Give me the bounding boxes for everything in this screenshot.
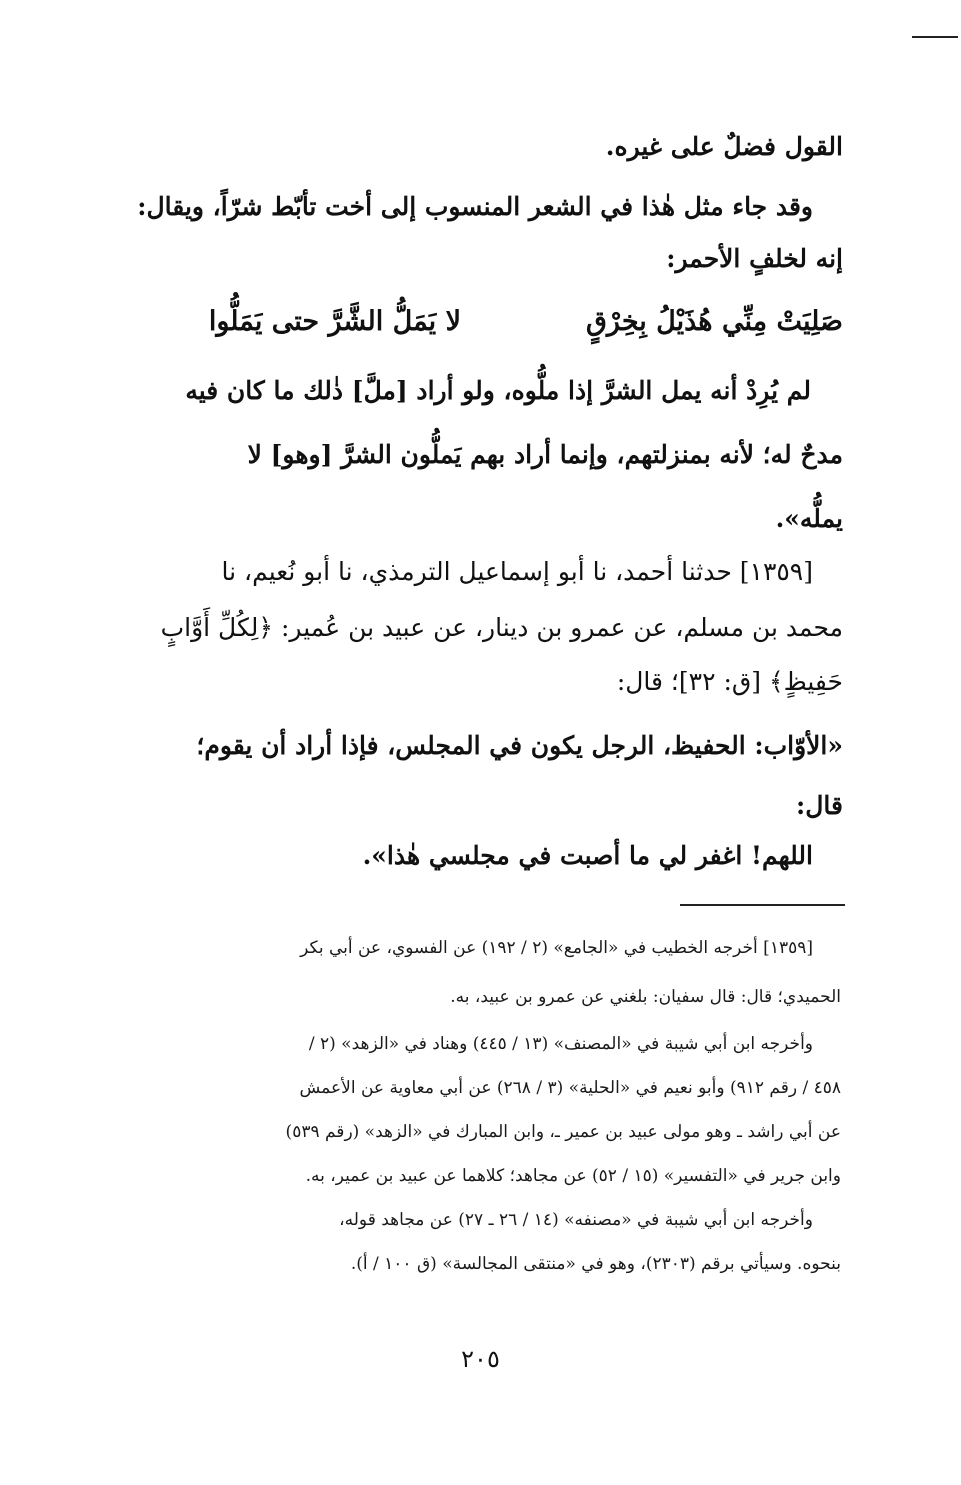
- body-line: يملُّه».: [775, 504, 843, 533]
- body-line: مدحٌ له؛ لأنه بمنزلتهم، وإنما أراد بهم يَملُّون الشرَّ [وهو] لا: [247, 440, 843, 469]
- footnote-separator: [680, 904, 845, 906]
- hadith-line: حَفِيظٍ﴾ [ق: ٣٢]؛ قال:: [616, 667, 843, 696]
- hadith-line: محمد بن مسلم، عن عمرو بن دينار، عن عبيد بن عُمير: ﴿لِكُلِّ أَوَّابٍ: [160, 613, 843, 642]
- footnote-line: وابن جرير في «التفسير» (١٥ / ٥٢) عن مجاهد؛ كلاهما عن عبيد بن عمير، به.: [305, 1166, 841, 1186]
- footnote-line: الحميدي؛ قال: قال سفيان: بلغني عن عمرو بن عبيد، به.: [450, 987, 841, 1007]
- footnote-line: وأخرجه ابن أبي شيبة في «مصنفه» (١٤ / ٢٦ ـ ٢٧) عن مجاهد قوله،: [339, 1210, 813, 1230]
- footnote-line: عن أبي راشد ـ وهو مولى عبيد بن عمير ـ، وابن المبارك في «الزهد» (رقم ٥٣٩): [285, 1122, 841, 1142]
- footnote-line: ٤٥٨ / رقم ٩١٢) وأبو نعيم في «الحلية» (٣ / ٢٦٨) عن أبي معاوية عن الأعمش: [299, 1078, 841, 1098]
- body-line: القول فضلٌ على غيره.: [605, 132, 843, 161]
- footnote-line: بنحوه. وسيأتي برقم (٢٣٠٣)، وهو في «منتقى المجالسة» (ق ١٠٠ / أ).: [350, 1254, 841, 1274]
- page-number: ٢٠٥: [461, 1345, 500, 1373]
- top-rule: [912, 36, 958, 38]
- verse-hemistich-second: لا يَمَلُّ الشَّرَّ حتى يَمَلُّوا: [208, 306, 461, 337]
- body-line: وقد جاء مثل هٰذا في الشعر المنسوب إلى أخت تأبّط شرّاً، ويقال:: [137, 192, 813, 221]
- hadith-line: [١٣٥٩] حدثنا أحمد، نا أبو إسماعيل الترمذي، نا أبو نُعيم، نا: [221, 557, 813, 586]
- body-line: إنه لخلفٍ الأحمر:: [666, 244, 843, 273]
- body-line: لم يُرِدْ أنه يمل الشرَّ إذا ملُّوه، ولو أراد [ملَّ] ذٰلك ما كان فيه: [185, 376, 811, 405]
- verse-hemistich-first: صَلِيَتْ مِنِّي هُذَيْلُ بِخِرْقٍ: [585, 306, 843, 337]
- footnote-line: [١٣٥٩] أخرجه الخطيب في «الجامع» (٢ / ١٩٢) عن الفسوي، عن أبي بكر: [300, 938, 813, 958]
- hadith-text-line: اللهم! اغفر لي ما أصبت في مجلسي هٰذا».: [362, 841, 813, 870]
- hadith-text-line: قال:: [796, 791, 843, 820]
- footnote-line: وأخرجه ابن أبي شيبة في «المصنف» (١٣ / ٤٤٥) وهناد في «الزهد» (٢ /: [308, 1034, 813, 1054]
- hadith-text-line: «الأوّاب: الحفيظ، الرجل يكون في المجلس، فإذا أراد أن يقوم؛: [196, 731, 843, 760]
